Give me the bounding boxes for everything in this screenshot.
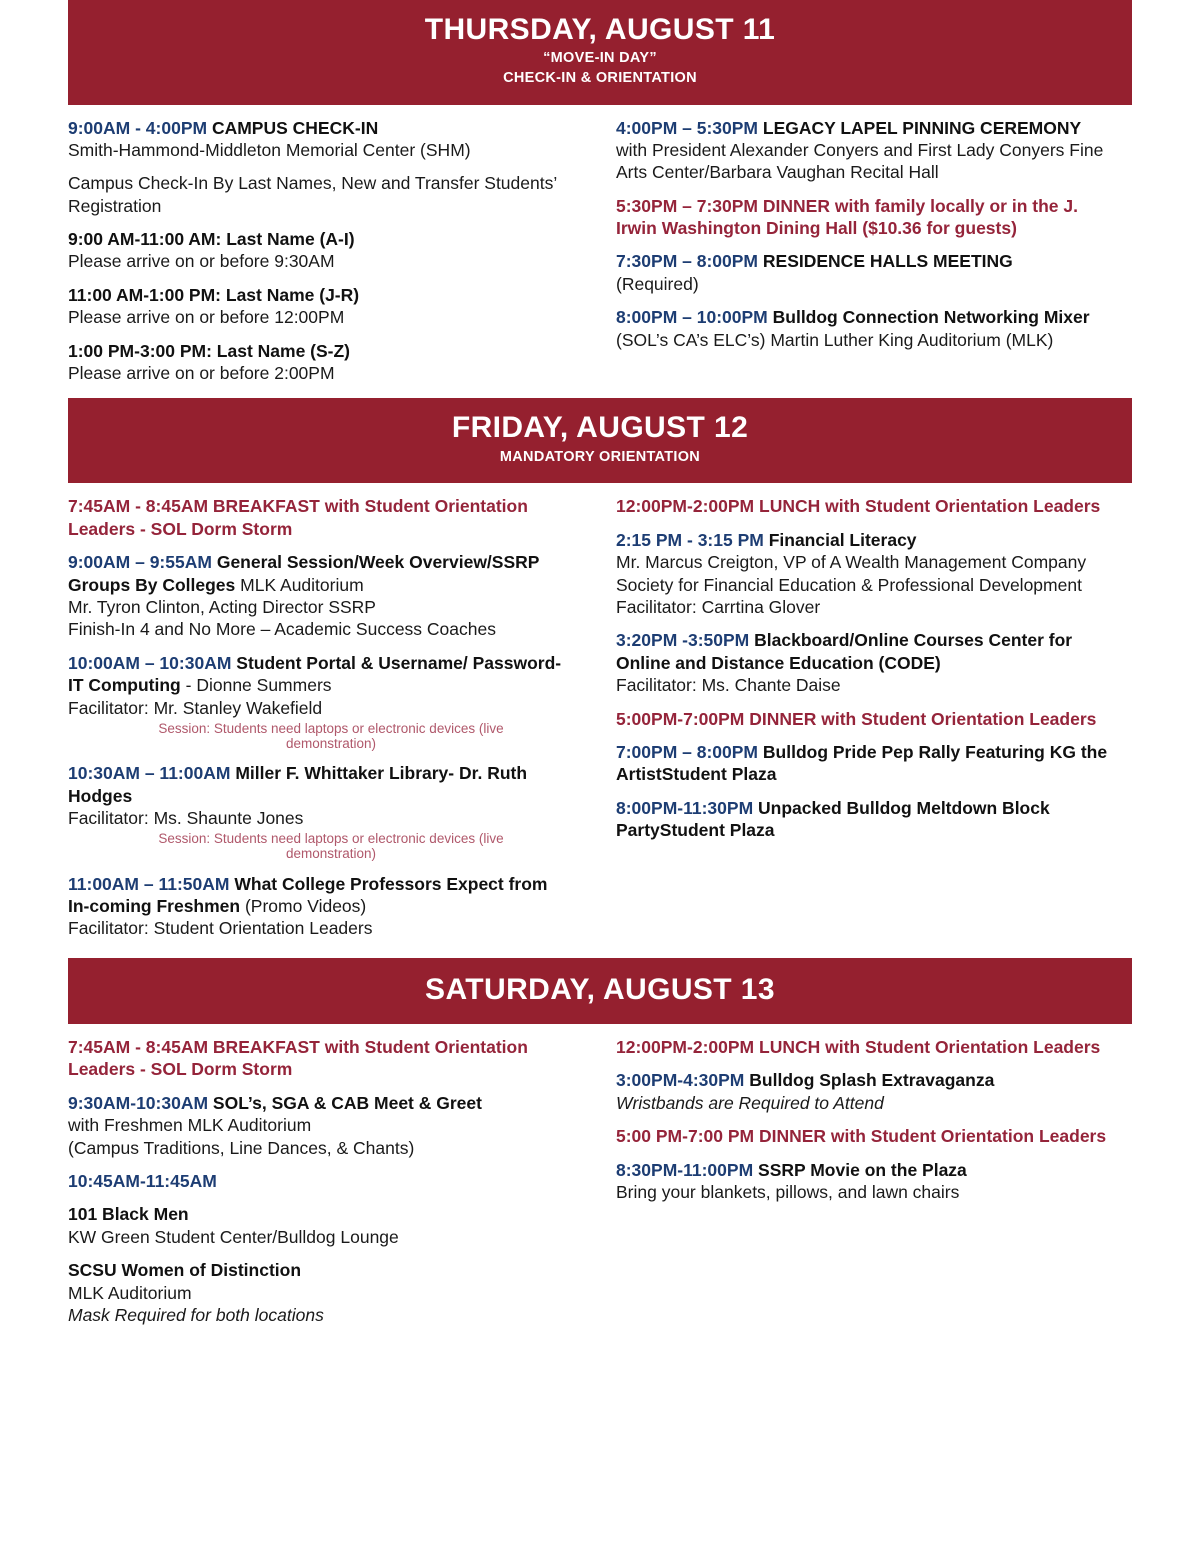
event-title: LUNCH with Student Orientation Leaders xyxy=(759,1037,1101,1058)
event-note: Session: Students need laptops or electronic devices (live demonstration) xyxy=(158,720,504,751)
thursday-left-column xyxy=(68,117,568,385)
event-desc-italic: Mask Required for both locations xyxy=(68,1304,324,1325)
day-subtitle1-friday: MANDATORY ORIENTATION xyxy=(499,448,701,465)
event-title: Bulldog Connection Networking Mixer xyxy=(772,307,1090,328)
event-item xyxy=(616,529,1116,619)
event-title: DINNER with Student Orientation Leaders xyxy=(749,708,1097,729)
event-title: Student Portal & Username/ Password-IT Computing xyxy=(68,652,562,696)
event-item xyxy=(616,1159,1116,1204)
event-title: LEGACY LAPEL PINNING CEREMONY xyxy=(762,117,1082,138)
day-subtitle2-thursday: CHECK-IN & ORIENTATION xyxy=(503,69,697,86)
event-desc: Campus Check-In By Last Names, New and Transfer Students’ Registration xyxy=(68,173,557,216)
event-item xyxy=(68,762,568,861)
event-item xyxy=(616,797,1116,842)
event-item xyxy=(68,1203,568,1248)
event-desc: Facilitator: Ms. Shaunte Jones xyxy=(68,807,304,828)
event-item xyxy=(68,1036,568,1081)
event-time: 7:45AM - 8:45AM xyxy=(68,1037,209,1058)
day-body-friday xyxy=(68,483,1132,939)
event-item xyxy=(616,1125,1116,1147)
event-title: 101 Black Men xyxy=(68,1204,189,1225)
event-item xyxy=(616,495,1116,517)
event-item xyxy=(616,195,1116,240)
event-title: SSRP Movie on the Plaza xyxy=(758,1159,967,1180)
event-title: Unpacked Bulldog Meltdown Block PartyStudent Plaza xyxy=(616,797,1050,841)
event-time: 5:00 PM-7:00 PM xyxy=(616,1126,755,1147)
day-body-saturday xyxy=(68,1024,1132,1326)
event-desc-italic: Wristbands are Required to Attend xyxy=(616,1092,884,1113)
event-item xyxy=(68,117,568,162)
event-title: 1:00 PM-3:00 PM: Last Name (S-Z) xyxy=(68,340,351,361)
day-section-saturday xyxy=(68,958,1132,1327)
event-title: DINNER with Student Orientation Leaders xyxy=(758,1126,1107,1147)
event-time: 5:30PM – 7:30PM xyxy=(616,195,759,216)
event-desc: with President Alexander Conyers and First Lady Conyers Fine Arts Center/Barbara Vaughan Recital Hall xyxy=(616,139,1104,183)
event-title: Miller F. Whittaker Library- Dr. Ruth Hodges xyxy=(68,763,528,806)
event-desc: (Required) xyxy=(616,273,699,294)
day-title-thursday: THURSDAY, AUGUST 11 xyxy=(424,13,776,46)
event-desc: Smith-Hammond-Middleton Memorial Center (SHM) xyxy=(68,139,471,160)
event-time: 10:30AM – 11:00AM xyxy=(68,763,231,784)
event-item xyxy=(68,1170,568,1192)
event-time: 10:45AM-11:45AM xyxy=(68,1171,217,1192)
friday-left-column xyxy=(68,495,568,939)
event-item xyxy=(68,340,568,385)
event-item xyxy=(68,172,568,217)
event-title: Financial Literacy xyxy=(768,529,917,550)
event-title: RESIDENCE HALLS MEETING xyxy=(762,251,1013,272)
event-time: 9:30AM-10:30AM xyxy=(68,1092,209,1113)
event-title: DINNER with family locally or in the J. Irwin Washington Dining Hall ($10.36 for guests) xyxy=(616,195,1078,239)
event-item xyxy=(68,495,568,540)
event-time: 8:00PM-11:30PM xyxy=(616,797,754,818)
event-desc: Facilitator: Ms. Chante Daise xyxy=(616,675,841,696)
event-desc: with Freshmen MLK Auditorium (Campus Traditions, Line Dances, & Chants) xyxy=(68,1115,415,1158)
event-desc: (Promo Videos) Facilitator: Student Orientation Leaders xyxy=(68,895,373,939)
saturday-right-column xyxy=(616,1036,1116,1326)
event-desc: (SOL’s CA’s ELC’s) Martin Luther King Auditorium (MLK) xyxy=(616,329,1054,350)
event-title: 9:00 AM-11:00 AM: Last Name (A-I) xyxy=(68,229,355,250)
event-item xyxy=(68,1259,568,1326)
event-item xyxy=(68,284,568,329)
event-title: Blackboard/Online Courses Center for Online and Distance Education (CODE) xyxy=(616,630,1073,673)
event-time: 11:00AM – 11:50AM xyxy=(68,873,230,894)
event-title: BREAKFAST with Student Orientation Leaders - SOL Dorm Storm xyxy=(68,1037,528,1080)
event-item xyxy=(616,306,1116,351)
thursday-right-column xyxy=(616,117,1116,385)
day-banner-saturday xyxy=(68,958,1132,1024)
event-item xyxy=(616,629,1116,696)
event-item xyxy=(616,1069,1116,1114)
event-time: 8:30PM-11:00PM xyxy=(616,1159,754,1180)
event-item xyxy=(616,1036,1116,1058)
day-subtitle1-thursday: “MOVE-IN DAY” xyxy=(543,50,657,67)
day-body-thursday xyxy=(68,105,1132,385)
event-title: BREAKFAST with Student Orientation Leaders - SOL Dorm Storm xyxy=(68,496,528,539)
event-item xyxy=(68,551,568,641)
event-desc: MLK Auditorium Mr. Tyron Clinton, Acting Director SSRP Finish-In 4 and No More – Academic Success Coaches xyxy=(68,574,496,640)
event-item xyxy=(68,1092,568,1159)
event-time: 7:45AM - 8:45AM xyxy=(68,496,209,517)
day-section-thursday xyxy=(68,0,1132,384)
event-time: 9:00AM - 4:00PM xyxy=(68,117,208,138)
event-item xyxy=(616,117,1116,184)
event-time: 2:15 PM - 3:15 PM xyxy=(616,529,764,550)
day-title-saturday: SATURDAY, AUGUST 13 xyxy=(425,972,775,1006)
event-item xyxy=(616,741,1116,786)
section-gap xyxy=(68,384,1132,398)
friday-right-column xyxy=(616,495,1116,939)
event-title: 11:00 AM-1:00 PM: Last Name (J-R) xyxy=(68,284,360,305)
section-gap xyxy=(68,940,1132,958)
event-time: 10:00AM – 10:30AM xyxy=(68,652,232,673)
event-time: 8:00PM – 10:00PM xyxy=(616,307,768,328)
event-title: What College Professors Expect from In-coming Freshmen xyxy=(68,873,548,916)
event-time: 12:00PM-2:00PM xyxy=(616,496,755,517)
event-time: 12:00PM-2:00PM xyxy=(616,1037,755,1058)
event-desc: KW Green Student Center/Bulldog Lounge xyxy=(68,1226,399,1247)
event-desc: Please arrive on or before 12:00PM xyxy=(68,307,345,328)
event-title: General Session/Week Overview/SSRP Groups By Colleges xyxy=(68,552,540,595)
event-desc: Please arrive on or before 9:30AM xyxy=(68,251,335,272)
event-time: 4:00PM – 5:30PM xyxy=(616,117,759,138)
event-time: 3:20PM -3:50PM xyxy=(616,630,750,651)
event-title: SOL’s, SGA & CAB Meet & Greet xyxy=(212,1092,482,1113)
event-desc: - Dionne Summers Facilitator: Mr. Stanley Wakefield xyxy=(68,675,332,718)
event-title: LUNCH with Student Orientation Leaders xyxy=(759,496,1101,517)
event-time: 5:00PM-7:00PM xyxy=(616,708,745,729)
event-note: Session: Students need laptops or electronic devices (live demonstration) xyxy=(158,831,504,862)
event-item xyxy=(616,250,1116,295)
day-section-friday xyxy=(68,398,1132,939)
day-banner-thursday xyxy=(68,0,1132,105)
event-desc: Please arrive on or before 2:00PM xyxy=(68,363,335,384)
event-time: 7:30PM – 8:00PM xyxy=(616,251,759,272)
event-title: CAMPUS CHECK-IN xyxy=(211,117,379,138)
event-title: Bulldog Pride Pep Rally Featuring KG the ArtistStudent Plaza xyxy=(616,741,1108,785)
event-time: 3:00PM-4:30PM xyxy=(616,1070,745,1091)
event-item xyxy=(68,228,568,273)
event-item xyxy=(616,708,1116,730)
event-item xyxy=(68,652,568,751)
saturday-left-column xyxy=(68,1036,568,1326)
day-banner-friday xyxy=(68,398,1132,483)
event-time: 7:00PM – 8:00PM xyxy=(616,741,759,762)
day-title-friday: FRIDAY, AUGUST 12 xyxy=(451,411,749,445)
event-item xyxy=(68,873,568,940)
event-title: Bulldog Splash Extravaganza xyxy=(749,1070,995,1091)
event-title: SCSU Women of Distinction xyxy=(68,1260,302,1281)
event-desc: MLK Auditorium xyxy=(68,1282,192,1303)
event-time: 9:00AM – 9:55AM xyxy=(68,552,212,573)
event-desc: Mr. Marcus Creigton, VP of A Wealth Management Company Society for Financial Education & Professional Development Facilitator: Carrtina Glover xyxy=(616,552,1087,617)
event-desc: Bring your blankets, pillows, and lawn chairs xyxy=(616,1182,960,1203)
